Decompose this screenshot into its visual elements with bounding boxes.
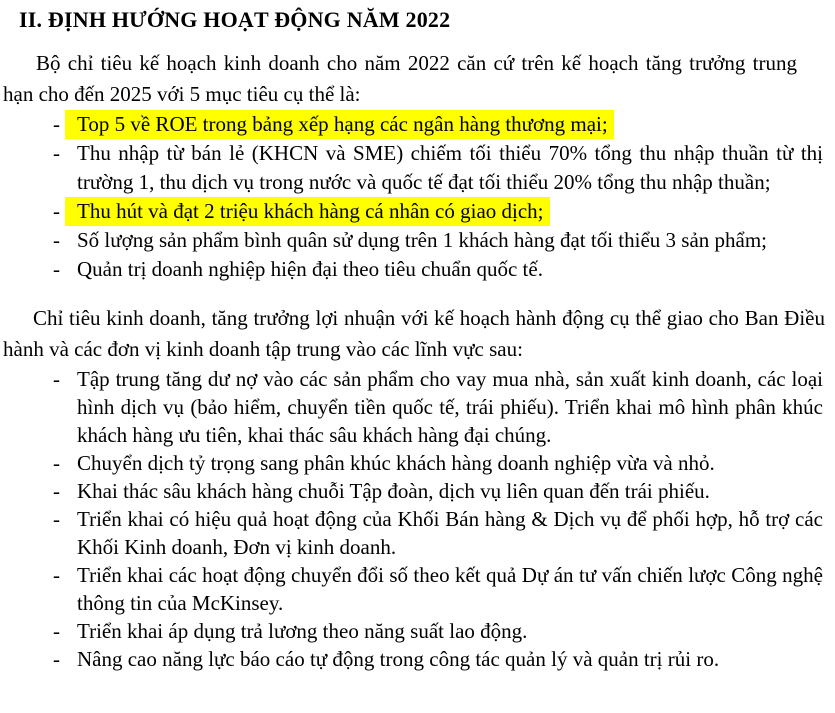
goals-list [0,110,835,284]
dash-marker: - [53,563,60,587]
focus-areas-list [0,365,835,673]
list-item [0,645,835,673]
list-item [0,226,835,255]
dash-marker: - [53,228,60,252]
list-item [0,255,835,284]
list-item-text: Quản trị doanh nghiệp hiện đại theo tiêu chuẩn quốc tế. [77,257,543,281]
list-item-text: Chuyển dịch tỷ trọng sang phân khúc khách hàng doanh nghiệp vừa và nhỏ. [77,451,715,475]
intro-paragraph: Bộ chỉ tiêu kế hoạch kinh doanh cho năm 2022 căn cứ trên kế hoạch tăng trưởng trung hạn cho đến 2025 với 5 mục tiêu cụ thể là: [3,51,797,106]
list-item-text: Triển khai có hiệu quả hoạt động của Khối Bán hàng & Dịch vụ để phối hợp, hỗ trợ các Khối Kinh doanh, Đơn vị kinh doanh. [77,507,823,559]
highlighted-text: Top 5 về ROE trong bảng xếp hạng các ngân hàng thương mại; [65,110,614,139]
list-item [0,617,835,645]
list-item-text: Số lượng sản phẩm bình quân sử dụng trên 1 khách hàng đạt tối thiểu 3 sản phẩm; [77,228,768,252]
list-item-text: Khai thác sâu khách hàng chuỗi Tập đoàn, dịch vụ liên quan đến trái phiếu. [77,479,710,503]
dash-marker: - [53,619,60,643]
dash-marker: - [53,451,60,475]
dash-marker: - [53,112,60,136]
list-item [0,110,835,139]
list-item-text: Tập trung tăng dư nợ vào các sản phẩm cho vay mua nhà, sản xuất kinh doanh, các loại hình dịch vụ (bảo hiểm, chuyển tiền quốc tế, trái phiếu). Triển khai mô hình phân khúc khách hàng ưu tiên, khai thác sâu khách hàng đại chúng. [77,367,823,447]
list-item-text: Triển khai áp dụng trả lương theo năng suất lao động. [77,619,528,643]
section-heading: II. ĐỊNH HƯỚNG HOẠT ĐỘNG NĂM 2022 [19,7,451,32]
list-item-text: Triển khai các hoạt động chuyển đổi số theo kết quả Dự án tư vấn chiến lược Công nghệ thông tin của McKinsey. [77,563,823,615]
list-item [0,365,835,449]
list-item [0,197,835,226]
list-item [0,505,835,561]
list-item [0,477,835,505]
highlighted-text: Thu hút và đạt 2 triệu khách hàng cá nhân có giao dịch; [65,197,550,226]
list-item-text: Nâng cao năng lực báo cáo tự động trong công tác quản lý và quản trị rủi ro. [77,647,720,671]
dash-marker: - [53,257,60,281]
business-paragraph: Chỉ tiêu kinh doanh, tăng trưởng lợi nhuận với kế hoạch hành động cụ thể giao cho Ban Điều hành và các đơn vị kinh doanh tập trung vào các lĩnh vực sau: [3,306,825,361]
list-item [0,139,835,197]
dash-marker: - [53,647,60,671]
dash-marker: - [53,141,60,165]
list-item [0,561,835,617]
list-item [0,449,835,477]
dash-marker: - [53,507,60,531]
dash-marker: - [53,479,60,503]
dash-marker: - [53,199,60,223]
list-item-text: Thu nhập từ bán lẻ (KHCN và SME) chiếm tối thiểu 70% tổng thu nhập thuần từ thị trường 1, thu dịch vụ trong nước và quốc tế đạt tối thiểu 20% tổng thu nhập thuần; [77,141,823,194]
dash-marker: - [53,367,60,391]
